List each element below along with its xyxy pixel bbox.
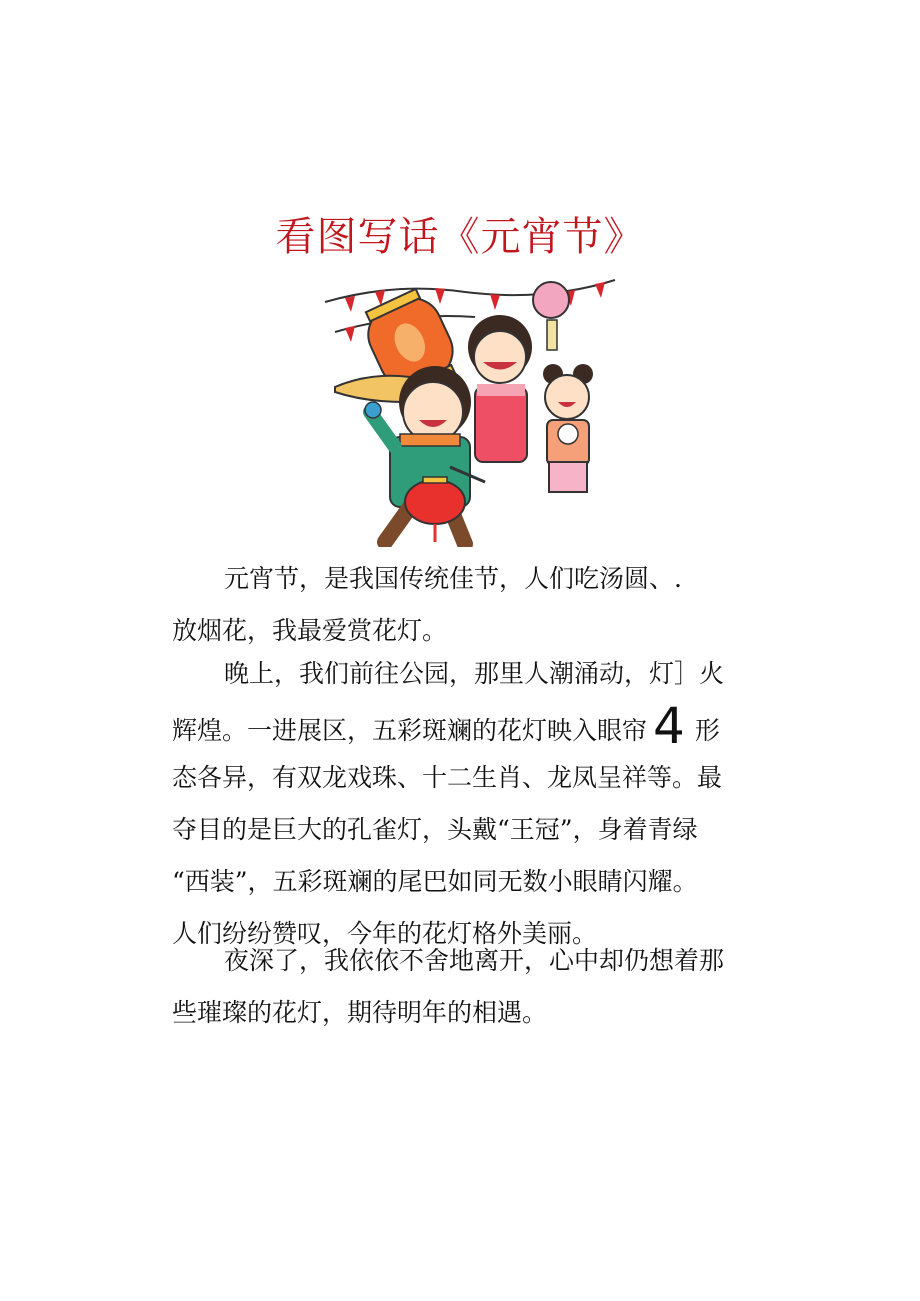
text-line: 夺目的是巨大的孔雀灯，头戴“王冠”，身着青绿 — [172, 815, 698, 844]
text-segment: 辉煌。一进展区，五彩斑斓的花灯映入眼帘 — [172, 716, 648, 745]
text-line: “西装”，五彩斑斓的尾巴如同无数小眼睛闪耀。 — [172, 867, 698, 896]
text-line: 元宵节，是我国传统佳节，人们吃汤圆、. — [224, 564, 682, 593]
paragraph-2 — [172, 658, 762, 970]
text-line: 夜深了，我依依不舍地离开，心中却仍想着那 — [224, 946, 725, 975]
large-digit: 4 — [653, 697, 685, 755]
lantern-festival-illustration — [315, 262, 627, 547]
text-line: 晚上，我们前往公园，那里人潮涌动，灯］火 — [224, 659, 725, 688]
text-line: 些璀璨的花灯，期待明年的相遇。 — [172, 998, 548, 1027]
text-line: 放烟花，我最爱赏花灯。 — [172, 616, 448, 645]
text-line: 人们纷纷赞叹，今年的花灯格外美丽。 — [172, 919, 598, 948]
paragraph-3 — [172, 945, 762, 1049]
text-line: 态各异，有双龙戏珠、十二生肖、龙凤呈祥等。最 — [172, 763, 723, 792]
paragraph-1 — [172, 563, 762, 667]
page-title: 看图写话《元宵节》 — [275, 214, 645, 260]
text-segment: 形 — [694, 716, 720, 745]
text-line — [172, 697, 762, 762]
